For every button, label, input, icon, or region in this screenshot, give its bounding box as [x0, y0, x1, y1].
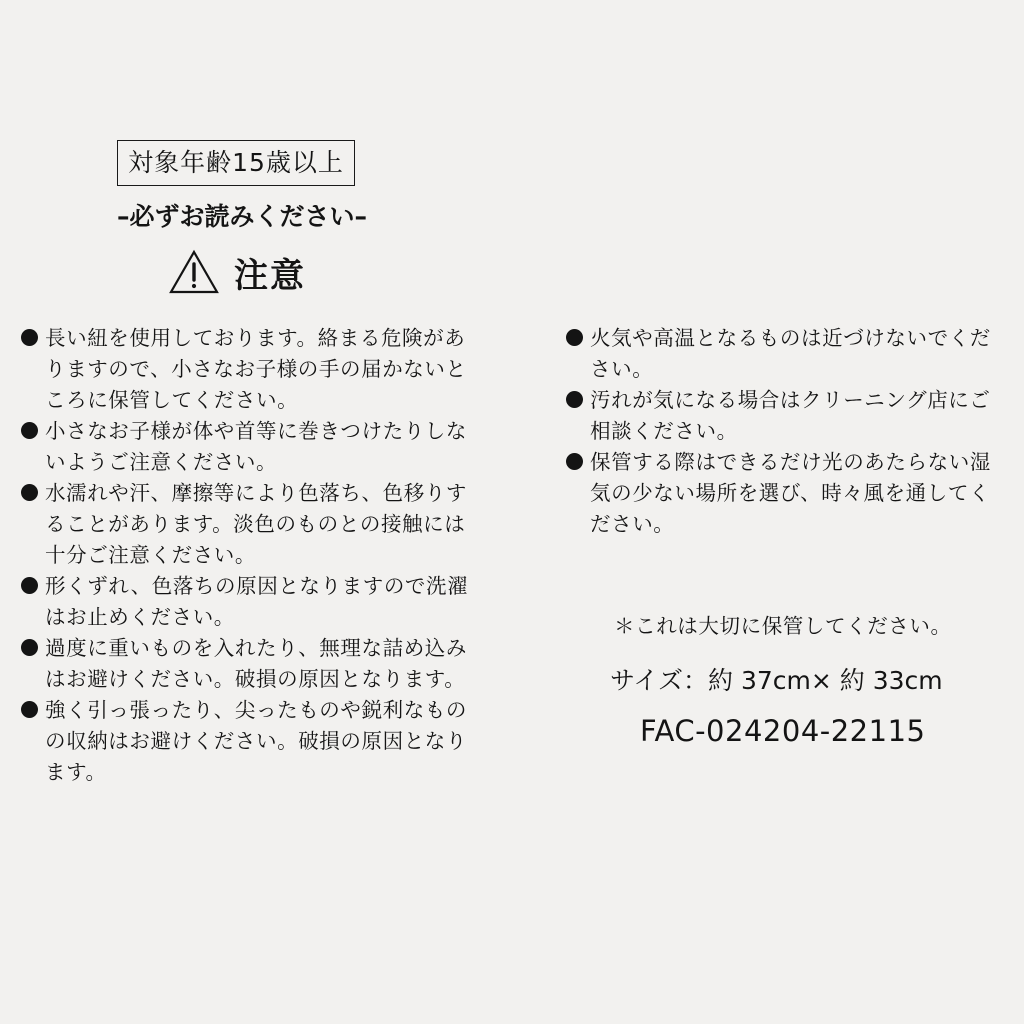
- age-rating-box: 対象年齢15歳以上: [117, 140, 355, 186]
- caution-item-text: 強く引っ張ったり、尖ったものや鋭利なものの収納はお避けください。破損の原因となります。: [45, 698, 467, 784]
- caution-item-text: 小さなお子様が体や首等に巻きつけたりしないようご注意ください。: [45, 419, 467, 474]
- bullet-icon: [21, 484, 38, 501]
- bullet-icon: [21, 577, 38, 594]
- bullet-icon: [21, 329, 38, 346]
- bullet-icon: [566, 453, 583, 470]
- bullet-icon: [566, 391, 583, 408]
- bullet-icon: [21, 639, 38, 656]
- caution-item-text: 火気や高温となるものは近づけないでください。: [590, 326, 991, 381]
- caution-item-text: 水濡れや汗、摩擦等により色落ち、色移りすることがあります。淡色のものとの接触には十分ご注意ください。: [45, 481, 467, 567]
- storage-note: ＊これは大切に保管してください。: [614, 614, 952, 638]
- caution-item: [18, 416, 478, 478]
- caution-item: [18, 695, 478, 788]
- caution-list-left: [18, 323, 478, 788]
- caution-list-right: [563, 323, 1009, 540]
- bullet-icon: [566, 329, 583, 346]
- caution-item: [18, 571, 478, 633]
- warning-triangle-icon: [168, 249, 220, 295]
- caution-item: [18, 323, 478, 416]
- caution-item-text: 形くずれ、色落ちの原因となりますので洗濯はお止めください。: [45, 574, 469, 629]
- caution-title: 注意: [234, 255, 306, 296]
- caution-heading: [168, 248, 306, 296]
- bullet-icon: [21, 422, 38, 439]
- caution-item-text: 汚れが気になる場合はクリーニング店にご相談ください。: [590, 388, 991, 443]
- caution-item: [563, 447, 1009, 540]
- caution-item-text: 保管する際はできるだけ光のあたらない湿気の少ない場所を選び、時々風を通してください。: [590, 450, 991, 536]
- must-read-note: –必ずお読みください–: [116, 202, 367, 231]
- caution-item: [18, 478, 478, 571]
- product-code: FAC-024204-22115: [640, 714, 926, 748]
- caution-item: [18, 633, 478, 695]
- bullet-icon: [21, 701, 38, 718]
- caution-item: [563, 323, 1009, 385]
- caution-item: [563, 385, 1009, 447]
- caution-item-text: 長い紐を使用しております。絡まる危険がありますので、小さなお子様の手の届かないところに保管してください。: [45, 326, 467, 412]
- caution-item-text: 過度に重いものを入れたり、無理な詰め込みはお避けください。破損の原因となります。: [45, 636, 467, 691]
- size-text: サイズ：約 37cm× 約 33cm: [610, 666, 943, 695]
